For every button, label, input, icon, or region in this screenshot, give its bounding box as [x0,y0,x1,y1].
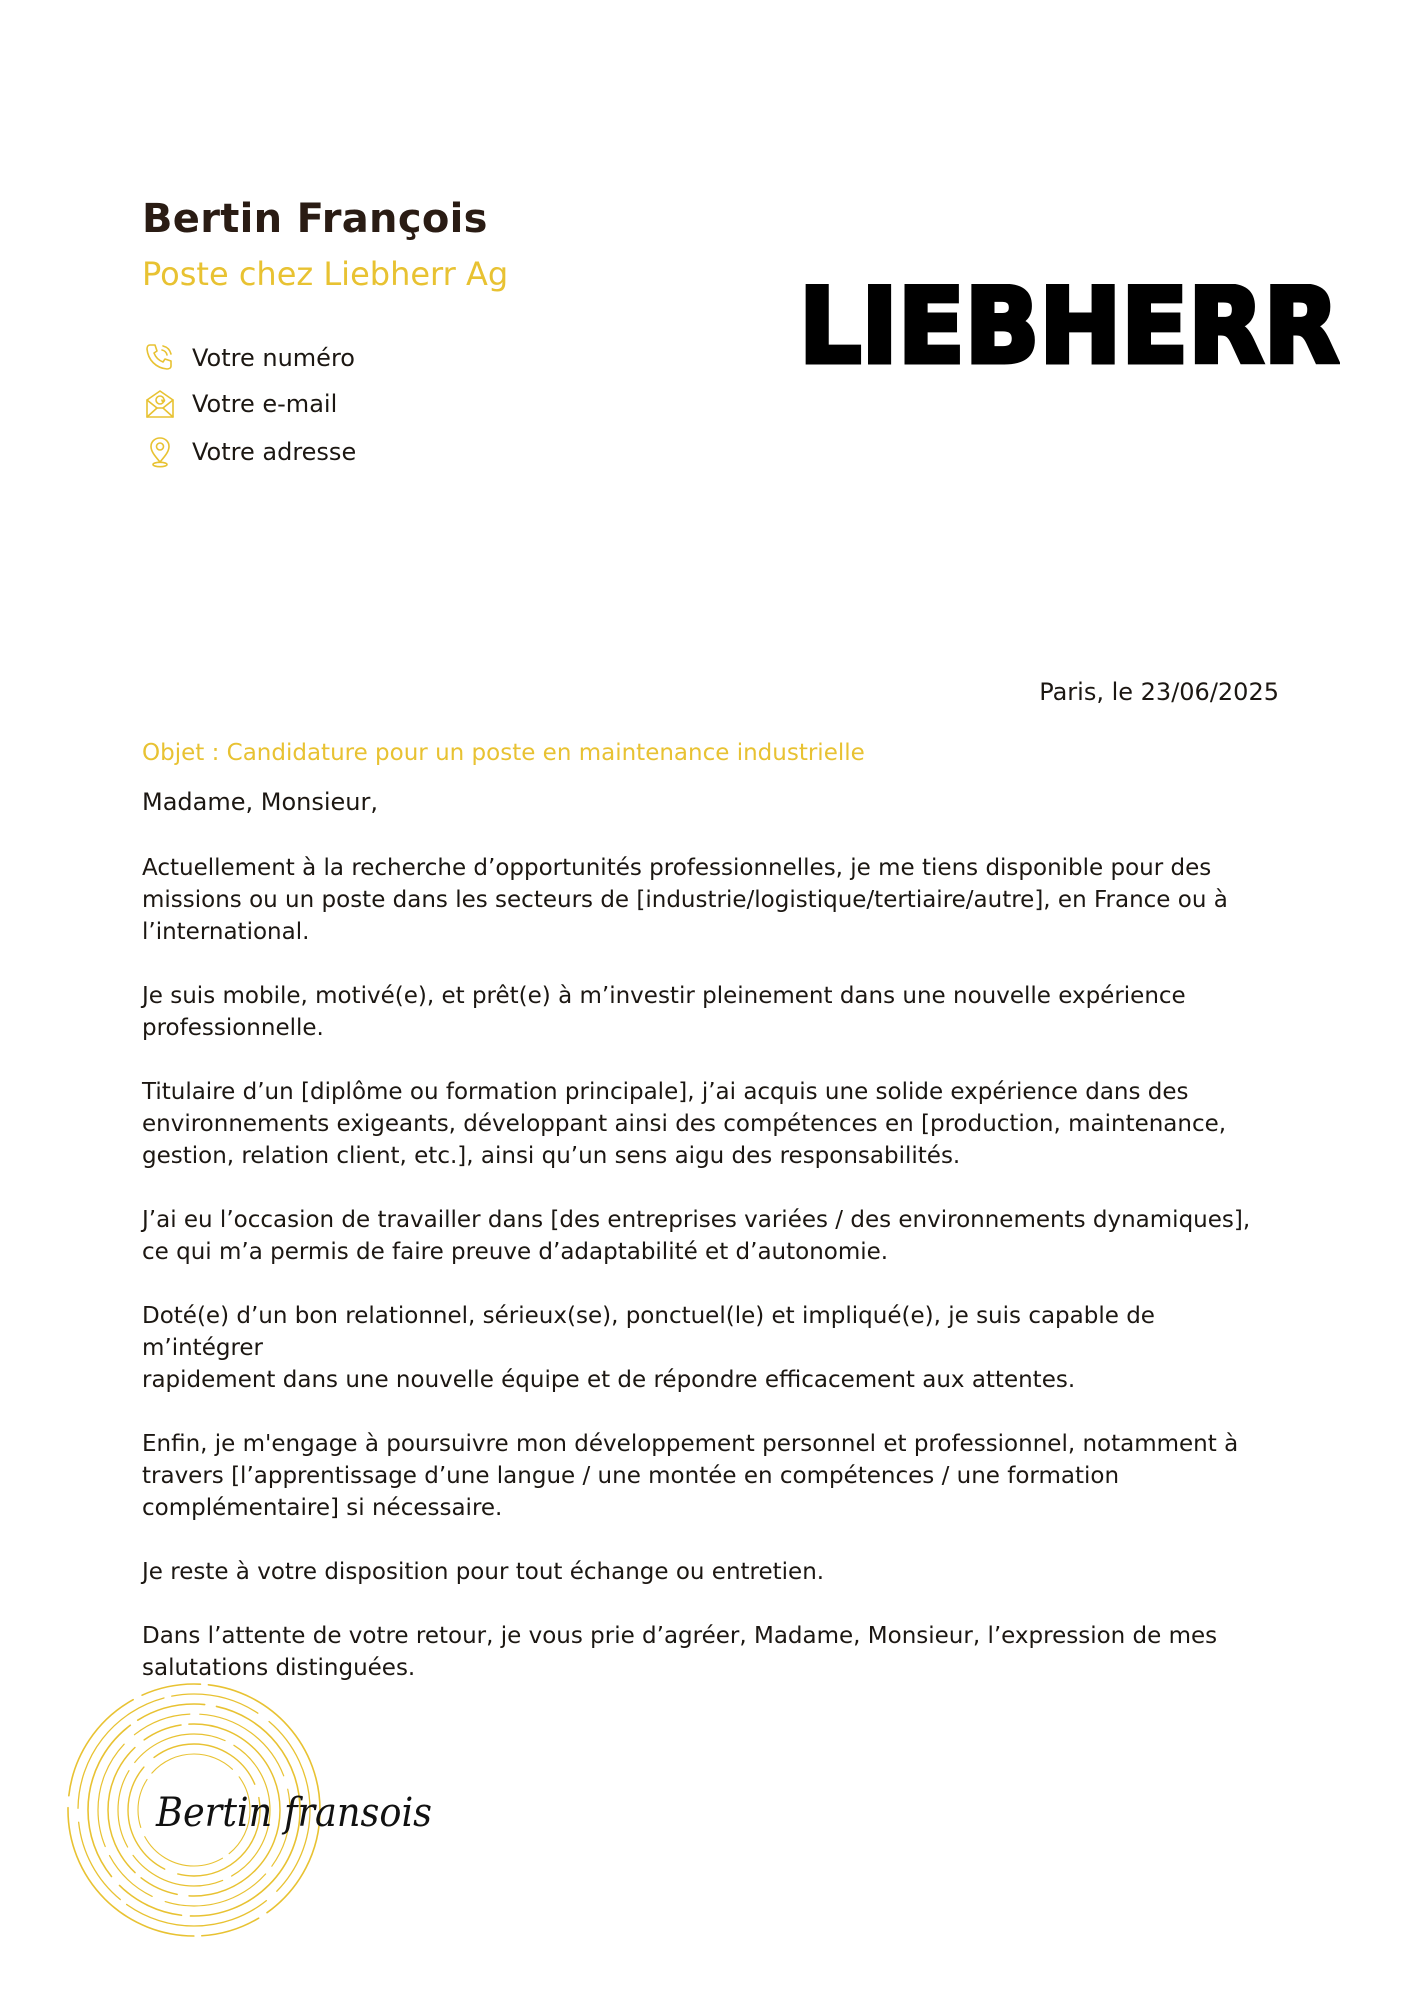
company-logo-text: LIEBHERR [799,284,1339,368]
handwritten-signature [152,1770,442,1850]
sender-name: Bertin François [142,196,488,242]
letter-paragraph: Je reste à votre disposition pour tout échange ou entretien. [142,1559,825,1585]
email-icon [142,386,178,422]
contact-address [142,434,356,470]
letter-salutation: Madame, Monsieur, [142,788,379,816]
letter-paragraph: Titulaire d’un [diplôme ou formation principale], j’ai acquis une solide expérience dans des environnements exigeants, développant ainsi des compétences en [production, maintenance, gestion, relation client, etc.], ainsi qu’un sens aigu des responsabilités. [142,1079,1227,1169]
company-logo [798,284,1340,368]
letter-paragraph: J’ai eu l’occasion de travailler dans [des entreprises variées / des environnements dynamiques], ce qui m’a permis de faire preuve d’adaptabilité et d’autonomie. [142,1207,1251,1265]
contact-address-label: Votre adresse [192,438,357,466]
letter-paragraph: Actuellement à la recherche d’opportunités professionnelles, je me tiens disponible pour des missions ou un poste dans les secteurs de [industrie/logistique/tertiaire/autre], en France ou à l’international. [142,855,1228,945]
letter-body [142,852,1282,1716]
contact-email [142,386,337,422]
letter-paragraph: Doté(e) d’un bon relationnel, sérieux(se), ponctuel(le) et impliqué(e), je suis capable de m’intégrer rapidement dans une nouvelle équipe et de répondre efficacement aux attentes. [142,1303,1155,1393]
phone-icon [142,340,178,376]
letter-date: Paris, le 23/06/2025 [1039,678,1279,706]
letter-paragraph: Je suis mobile, motivé(e), et prêt(e) à m’investir pleinement dans une nouvelle expérience professionnelle. [142,983,1186,1041]
handwritten-signature-text: Bertin fransois [155,1790,432,1836]
sender-role: Poste chez Liebherr Ag [142,255,509,293]
letter-subject: Objet : Candidature pour un poste en maintenance industrielle [142,740,865,766]
contact-phone [142,340,355,376]
letter-paragraph: Dans l’attente de votre retour, je vous prie d’agréer, Madame, Monsieur, l’expression de mes salutations distinguées. [142,1623,1218,1681]
contact-email-label: Votre e-mail [192,390,338,418]
contact-phone-label: Votre numéro [192,344,355,372]
location-pin-icon [142,434,178,470]
letter-paragraph: Enfin, je m'engage à poursuivre mon développement personnel et professionnel, notamment à travers [l’apprentissage d’une langue / une montée en compétences / une formation complémentaire] si nécessaire. [142,1431,1239,1521]
